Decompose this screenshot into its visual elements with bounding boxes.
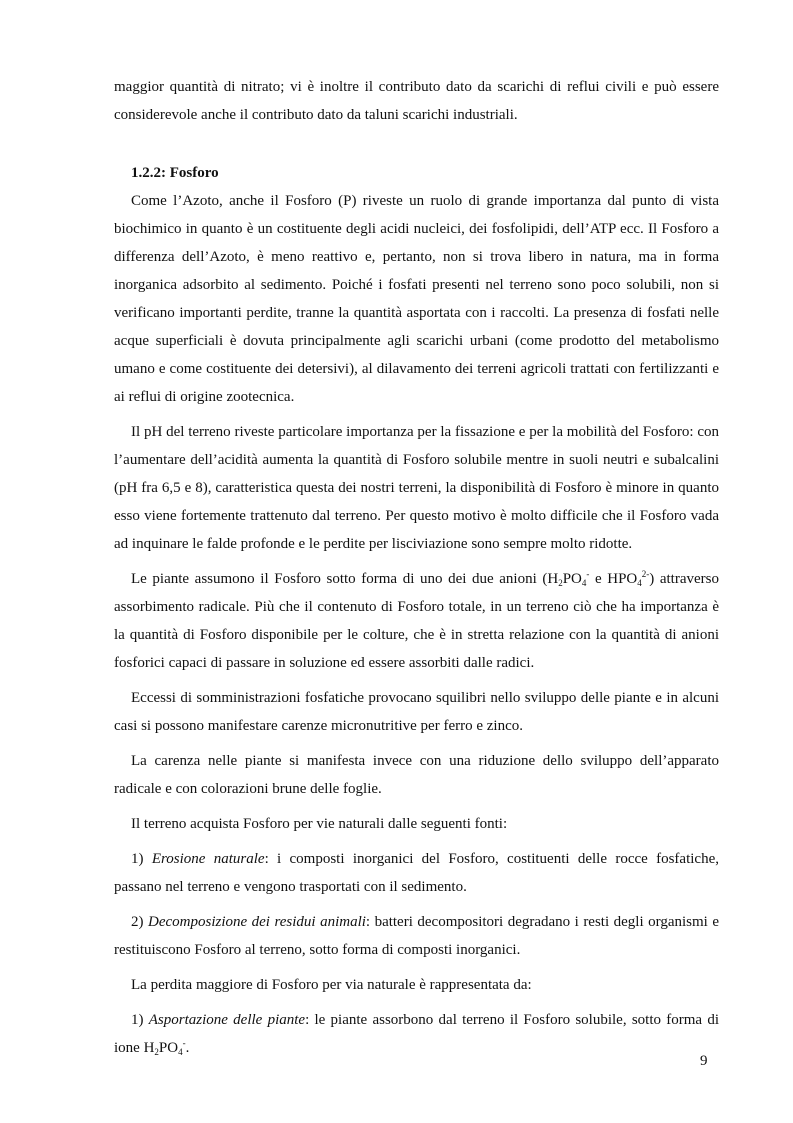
paragraph-1: Come l’Azoto, anche il Fosforo (P) riveste un ruolo di grande importanza dal punto di vista biochimico in quanto è un costituente degli acidi nucleici, dei fosfolipidi, dell’ATP ecc. Il Fosforo a differenza dell’Azoto, è meno reattivo e, pertanto, non si trova libero in natura, ma in forma inorganica adsorbito al sedimento. Poiché i fosfati presenti nel terreno sono poco solubili, non si verificano importanti perdite, tranne la quantità asportata con i raccolti. La presenza di fosfati nelle acque superficiali è dovuta principalmente agli scarichi urbani (come prodotto del metabolismo umano e come costituente dei detersivi), al dilavamento dei terreni agricoli trattati con fertilizzanti e ai reflui di origine zootecnica. — [114, 193, 719, 405]
superscript: 2- — [641, 569, 650, 579]
list-text: : le piante assorbono dal terreno il Fosforo solubile, sotto forma di ione H — [114, 1012, 719, 1056]
paragraph-4: Eccessi di somministrazioni fosfatiche provocano squilibri nello sviluppo delle piante e in alcuni casi si possono manifestare carenze micronutritive per ferro e zinco. — [114, 690, 719, 734]
superscript: - — [586, 569, 590, 579]
subscript: 4 — [178, 1047, 183, 1057]
section-heading: 1.2.2: Fosforo — [131, 165, 219, 181]
list-term: Decomposizione dei residui animali — [148, 914, 366, 930]
paragraph-2: Il pH del terreno riveste particolare importanza per la fissazione e per la mobilità del Fosforo: con l’aumentare dell’acidità aumenta la quantità di Fosforo solubile mentre in suoli neutri e subalcalini (pH fra 6,5 e 8), caratteristica questa dei nostri terreni, la disponibilità di Fosforo è minore in quanto esso viene fortemente trattenuto dal terreno. Per questo motivo è molto difficile che il Fosforo vada ad inquinare le falde profonde e le perdite per lisciviazione sono sempre molto ridotte. — [114, 424, 719, 552]
paragraph-7: La perdita maggiore di Fosforo per via naturale è rappresentata da: — [131, 977, 532, 993]
list-text: : i composti inorganici del Fosforo, costituenti delle rocce fosfatiche, passano nel terreno e vengono trasportati con il sedimento. — [114, 851, 719, 895]
list-item-3 — [114, 1006, 719, 1062]
list-number: 1) — [131, 1012, 149, 1028]
list-term: Erosione naturale — [151, 851, 265, 867]
subscript: 4 — [637, 578, 642, 588]
paragraph-6: Il terreno acquista Fosforo per vie naturali dalle seguenti fonti: — [131, 816, 508, 832]
paragraph-3 — [114, 565, 719, 677]
list-term: Asportazione delle piante — [148, 1012, 306, 1028]
p3-before: Le piante assumono il Fosforo sotto forma di uno dei due anioni (H — [131, 571, 559, 587]
list-number: 1) — [131, 851, 152, 867]
subscript: 2 — [558, 578, 563, 588]
list-end: . — [185, 1040, 190, 1056]
superscript: - — [182, 1038, 186, 1048]
formula-text: e HPO — [589, 571, 638, 587]
list-item-1 — [114, 845, 719, 901]
page-body — [114, 73, 719, 1062]
list-text: : batteri decompositori degradano i resti degli organismi e restituiscono Fosforo al terreno, sotto forma di composti inorganici. — [114, 914, 719, 958]
subscript: 2 — [154, 1047, 159, 1057]
subscript: 4 — [581, 578, 587, 588]
list-number: 2) — [131, 914, 148, 930]
page-number: 9 — [700, 1053, 708, 1069]
paragraph-5: La carenza nelle piante si manifesta invece con una riduzione dello sviluppo dell’apparato radicale e con colorazioni brune delle foglie. — [114, 753, 719, 797]
list-item-2 — [114, 908, 719, 964]
formula-text: PO — [158, 1040, 179, 1056]
formula-text: PO — [562, 571, 582, 587]
continuation-paragraph: maggior quantità di nitrato; vi è inoltre il contributo dato da scarichi di reflui civili e può essere considerevole anche il contributo dato da taluni scarichi industriali. — [114, 79, 719, 123]
p3-after: ) attraverso assorbimento radicale. Più che il contenuto di Fosforo totale, in un terreno ciò che ha importanza è la quantità di Fosforo disponibile per le colture, che è in stretta relazione con la quantità di anioni fosforici capaci di passare in soluzione ed essere assorbiti dalle radici. — [114, 571, 719, 671]
